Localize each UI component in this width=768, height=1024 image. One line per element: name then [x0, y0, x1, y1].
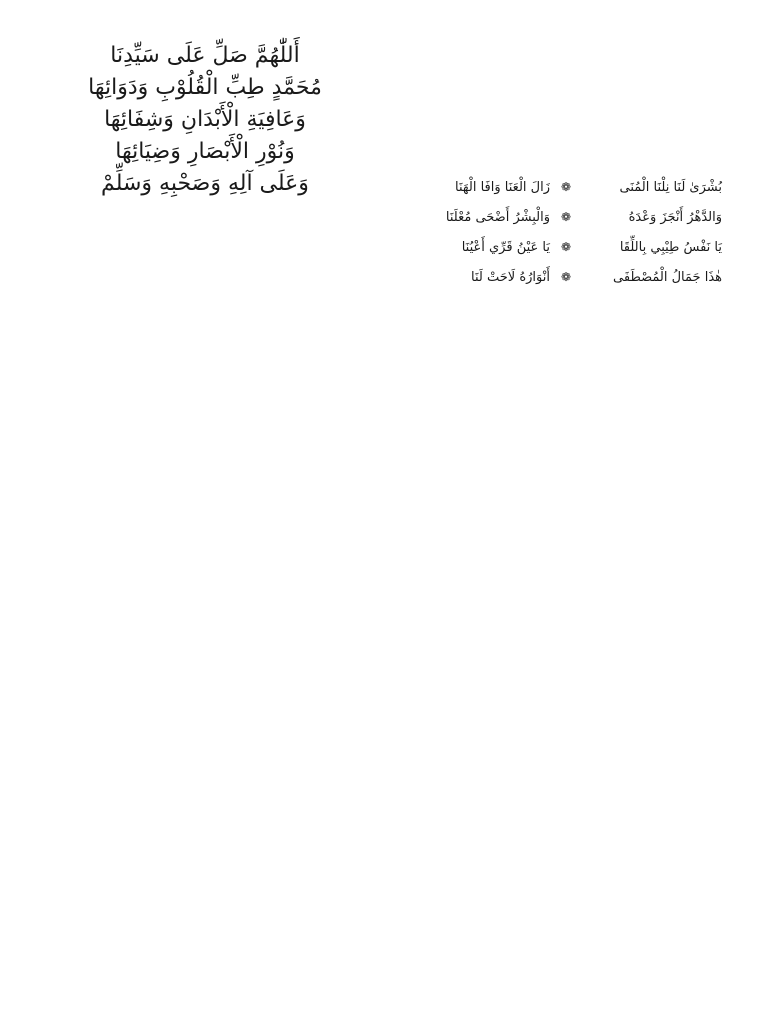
verse-first-hemistich: وَالدَّهْرُ أَنْجَزَ وَعْدَهُ: [628, 209, 722, 225]
poem-verse: [410, 232, 722, 262]
verse-second-hemistich: وَالْبِشْرُ أَضْحَى مُعْلَنَا: [445, 209, 550, 225]
verse-first-hemistich: يَا نَفْسُ طِيْبِي بِاللِّقَا: [619, 239, 722, 255]
flower-separator-icon: ❁: [560, 180, 572, 194]
verse-second-hemistich: زَالَ الْعَنَا وَافَا الْهَنَا: [455, 179, 550, 195]
salawat-line: أَللّٰهُمَّ صَلِّ عَلَى سَيِّدِنَا: [110, 43, 300, 68]
poem-block: [410, 172, 722, 292]
flower-separator-icon: ❁: [560, 240, 572, 254]
poem-verse: [410, 262, 722, 292]
flower-separator-icon: ❁: [560, 270, 572, 284]
poem-verse: [410, 172, 722, 202]
poem-verse: [410, 202, 722, 232]
verse-second-hemistich: أَنْوَارُهُ لَاحَتْ لَنَا: [471, 269, 550, 285]
verse-first-hemistich: بُشْرَىٰ لَنَا نِلْنَا الْمُنَى: [619, 179, 722, 195]
flower-separator-icon: ❁: [560, 210, 572, 224]
verse-first-hemistich: هٰذَا جَمَالُ الْمُصْطَفَى: [613, 269, 722, 285]
salawat-line: مُحَمَّدٍ طِبِّ الْقُلُوْبِ وَدَوَائِهَا: [88, 75, 322, 100]
salawat-line: وَعَلَى آلِهِ وَصَحْبِهِ وَسَلِّمْ: [101, 171, 309, 196]
verse-second-hemistich: يَا عَيْنُ قَرِّي أَعْيُنَا: [461, 239, 550, 255]
salawat-block: [60, 40, 350, 200]
salawat-line: وَنُوْرِ الْأَبْصَارِ وَضِيَائِهَا: [115, 139, 295, 164]
salawat-line: وَعَافِيَةِ الْأَبْدَانِ وَشِفَائِهَا: [104, 107, 306, 132]
